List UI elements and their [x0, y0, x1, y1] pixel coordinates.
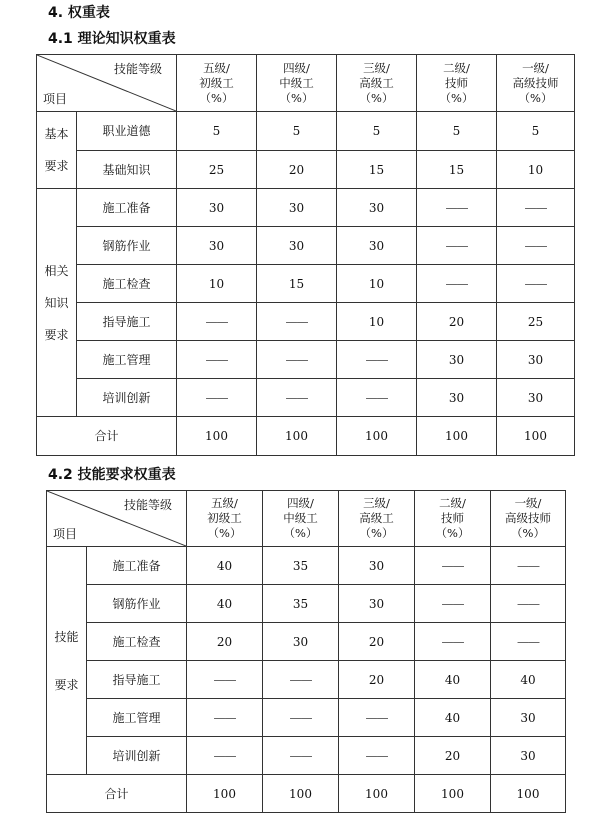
weight-value: 30: [417, 379, 497, 417]
weight-value: ——: [339, 699, 415, 737]
level-header-line: （%）: [199, 90, 234, 105]
level-header-line: 三级/: [363, 60, 390, 75]
weight-value: ——: [337, 341, 417, 379]
level-header: [337, 55, 417, 112]
level-header-line: （%）: [511, 526, 545, 540]
level-header-line: 高级技师: [505, 511, 551, 525]
group-skill-requirements: 技能 要求: [47, 547, 87, 775]
weight-value: 30: [337, 189, 417, 227]
weight-value: ——: [491, 585, 566, 623]
level-header-line: 五级/: [203, 60, 230, 75]
weight-value: 30: [417, 341, 497, 379]
level-header-line: 三级/: [363, 496, 390, 510]
total-value: 100: [491, 775, 566, 813]
weight-value: ——: [187, 699, 263, 737]
corner-level-label: 技能等级: [123, 498, 172, 512]
total-value: 100: [263, 775, 339, 813]
weight-value: ——: [257, 379, 337, 417]
total-value: 100: [257, 417, 337, 456]
weight-value: 20: [339, 623, 415, 661]
corner-item-label: 项目: [53, 527, 78, 541]
weight-value: 35: [263, 547, 339, 585]
weight-value: 40: [491, 661, 566, 699]
level-header: [257, 55, 337, 112]
weight-value: ——: [497, 265, 575, 303]
weight-value: ——: [187, 737, 263, 775]
weight-value: 30: [491, 737, 566, 775]
level-header-line: （%）: [439, 90, 474, 105]
corner-level-label: 技能等级: [113, 62, 162, 76]
level-header-line: 二级/: [439, 496, 466, 510]
weight-value: 5: [497, 112, 575, 151]
table1-title: 4.1 理论知识权重表: [48, 31, 176, 47]
item-label: 指导施工: [87, 661, 187, 699]
item-label: 钢筋作业: [87, 585, 187, 623]
level-header: [339, 491, 415, 547]
weight-value: 40: [187, 585, 263, 623]
item-label: 培训创新: [77, 379, 177, 417]
weight-value: 30: [491, 699, 566, 737]
weight-value: ——: [415, 547, 491, 585]
weight-value: 40: [415, 661, 491, 699]
level-header-line: 四级/: [287, 496, 314, 510]
weight-value: ——: [177, 379, 257, 417]
group-basic: 基本 要求: [37, 112, 77, 189]
level-header-line: 初级工: [207, 511, 242, 525]
level-header-line: （%）: [435, 526, 470, 540]
weight-value: 40: [187, 547, 263, 585]
weight-value: ——: [417, 189, 497, 227]
table2-title: 4.2 技能要求权重表: [48, 467, 176, 483]
weight-value: 30: [339, 585, 415, 623]
total-value: 100: [497, 417, 575, 456]
item-label: 基础知识: [77, 151, 177, 189]
level-header-line: （%）: [359, 90, 394, 105]
weight-value: ——: [415, 585, 491, 623]
level-header-line: 一级/: [514, 496, 542, 510]
weight-value: ——: [491, 547, 566, 585]
weight-value: 5: [417, 112, 497, 151]
item-label: 指导施工: [77, 303, 177, 341]
weight-value: ——: [497, 227, 575, 265]
total-value: 100: [339, 775, 415, 813]
skill-weight-table: [46, 490, 566, 813]
weight-value: 30: [177, 189, 257, 227]
level-header-line: 二级/: [443, 60, 470, 75]
level-header-line: 高级工: [359, 511, 394, 525]
level-header-line: 一级/: [522, 60, 549, 75]
weight-value: 15: [337, 151, 417, 189]
weight-value: 10: [177, 265, 257, 303]
weight-value: ——: [497, 189, 575, 227]
level-header-line: 初级工: [199, 75, 234, 90]
weight-value: 20: [187, 623, 263, 661]
level-header: [491, 491, 566, 547]
item-label: 施工管理: [77, 341, 177, 379]
total-value: 100: [415, 775, 491, 813]
weight-value: 30: [263, 623, 339, 661]
level-header: [177, 55, 257, 112]
weight-value: 15: [417, 151, 497, 189]
item-label: 施工检查: [77, 265, 177, 303]
weight-value: ——: [263, 737, 339, 775]
weight-value: ——: [417, 227, 497, 265]
weight-value: ——: [257, 303, 337, 341]
total-value: 100: [187, 775, 263, 813]
weight-value: 20: [417, 303, 497, 341]
item-label: 钢筋作业: [77, 227, 177, 265]
weight-value: ——: [339, 737, 415, 775]
weight-value: ——: [263, 661, 339, 699]
level-header-line: 中级工: [283, 511, 318, 525]
weight-value: 5: [177, 112, 257, 151]
level-header-line: （%）: [283, 526, 318, 540]
total-value: 100: [417, 417, 497, 456]
weight-value: 10: [337, 265, 417, 303]
item-label: 施工准备: [77, 189, 177, 227]
weight-value: 20: [257, 151, 337, 189]
weight-value: 30: [337, 227, 417, 265]
level-header-line: （%）: [518, 90, 553, 105]
corner-item-label: 项目: [43, 92, 68, 106]
level-header-line: 技师: [441, 511, 464, 525]
weight-value: ——: [337, 379, 417, 417]
weight-value: 10: [497, 151, 575, 189]
weight-value: ——: [177, 341, 257, 379]
level-header-line: （%）: [359, 526, 394, 540]
weight-value: 5: [337, 112, 417, 151]
weight-value: 30: [177, 227, 257, 265]
level-header: [187, 491, 263, 547]
weight-value: ——: [263, 699, 339, 737]
weight-value: ——: [177, 303, 257, 341]
item-label: 培训创新: [87, 737, 187, 775]
level-header-line: 高级技师: [512, 75, 559, 90]
level-header-line: 五级/: [211, 496, 238, 510]
weight-value: 20: [339, 661, 415, 699]
theory-weight-table: [36, 54, 575, 456]
weight-value: 20: [415, 737, 491, 775]
weight-value: ——: [187, 661, 263, 699]
weight-value: ——: [257, 341, 337, 379]
level-header-line: 高级工: [359, 75, 394, 90]
item-label: 施工准备: [87, 547, 187, 585]
level-header-line: 技师: [445, 75, 468, 90]
level-header-line: 中级工: [279, 75, 314, 90]
weight-value: 15: [257, 265, 337, 303]
weight-value: 25: [497, 303, 575, 341]
weight-value: ——: [415, 623, 491, 661]
total-value: 100: [337, 417, 417, 456]
weight-value: 30: [339, 547, 415, 585]
level-header: [263, 491, 339, 547]
weight-value: 40: [415, 699, 491, 737]
weight-value: 10: [337, 303, 417, 341]
item-label: 职业道德: [77, 112, 177, 151]
level-header-line: （%）: [279, 90, 314, 105]
item-label: 施工管理: [87, 699, 187, 737]
group-related-knowledge: 相关 知识 要求: [37, 189, 77, 417]
weight-value: ——: [491, 623, 566, 661]
level-header: [415, 491, 491, 547]
weight-value: 35: [263, 585, 339, 623]
section-title: 4. 权重表: [48, 5, 110, 21]
level-header: [497, 55, 575, 112]
weight-value: 30: [257, 227, 337, 265]
total-value: 100: [177, 417, 257, 456]
item-label: 施工检查: [87, 623, 187, 661]
level-header-line: 四级/: [283, 60, 310, 75]
table1-corner: [37, 55, 177, 112]
level-header-line: （%）: [207, 526, 242, 540]
weight-value: 30: [497, 379, 575, 417]
weight-value: 30: [497, 341, 575, 379]
table2-corner: [47, 491, 187, 547]
level-header: [417, 55, 497, 112]
weight-value: 25: [177, 151, 257, 189]
total-label: 合计: [47, 775, 187, 813]
weight-value: 30: [257, 189, 337, 227]
weight-value: 5: [257, 112, 337, 151]
weight-value: ——: [417, 265, 497, 303]
total-label: 合计: [37, 417, 177, 456]
